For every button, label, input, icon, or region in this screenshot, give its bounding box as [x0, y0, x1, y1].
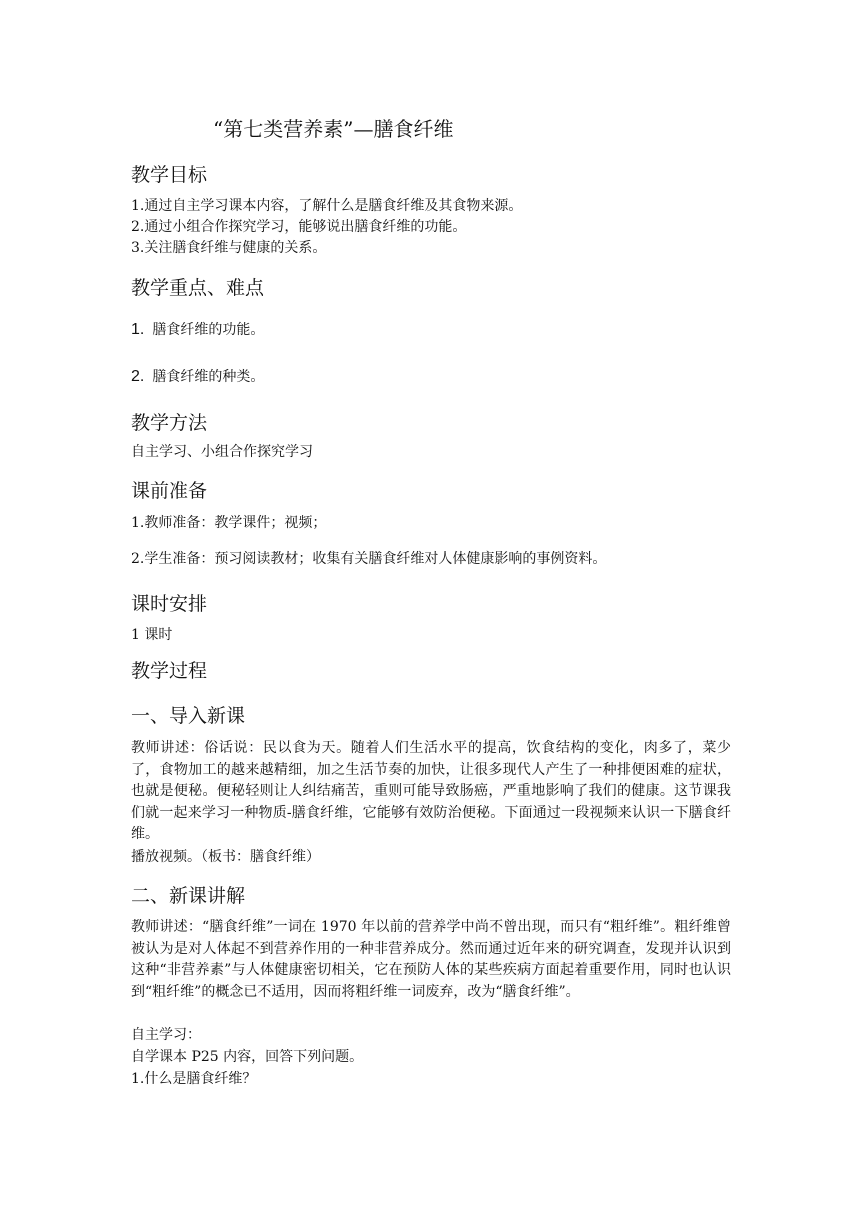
list-item	[131, 366, 731, 386]
list-text: 膳食纤维的功能。	[152, 322, 265, 338]
intro-paragraph: 教师讲述：俗话说：民以食为天。随着人们生活水平的提高，饮食结构的变化，肉多了，菜少了，食物加工的越来越精细，加之生活节奏的加快，让很多现代人产生了一种排便困难的症状，也就是便秘。便秘轻则让人纠结痛苦，重则可能导致肠癌，严重地影响了我们的健康。这节课我们就一起来学习一种物质-膳食纤维，它能够有效防治便秘。下面通过一段视频来认识一下膳食纤维。	[131, 740, 731, 843]
heading-lesson: 二、新课讲解	[131, 885, 246, 907]
lesson-line: 自学课本 P25 内容，回答下列问题。	[131, 1049, 364, 1065]
heading-schedule: 课时安排	[131, 593, 208, 615]
objectives-list	[131, 196, 731, 259]
list-number: 1.	[131, 321, 145, 338]
list-item: 2.通过小组合作探究学习，能够说出膳食纤维的功能。	[131, 219, 467, 235]
heading-methods: 教学方法	[131, 412, 208, 434]
list-item: 1.教师准备：教学课件；视频；	[131, 515, 327, 531]
list-item: 1.通过自主学习课本内容，了解什么是膳食纤维及其食物来源。	[131, 198, 523, 214]
lesson-line: 1.什么是膳食纤维？	[131, 1071, 257, 1087]
list-item: 3.关注膳食纤维与健康的关系。	[131, 240, 327, 256]
document-title: “第七类营养素”—膳食纤维	[213, 117, 454, 141]
list-item	[131, 319, 731, 339]
heading-objectives: 教学目标	[131, 164, 208, 186]
list-number: 2.	[131, 368, 145, 385]
lesson-paragraph: 教师讲述：“膳食纤维”一词在 1970 年以前的营养学中尚不曾出现，而只有“粗纤维”。粗纤维曾被认为是对人体起不到营养作用的一种非营养成分。然而通过近年来的研究调查，发现并认识到这种“非营养素”与人体健康密切相关，它在预防人体的某些疾病方面起着重要作用，同时也认识到“粗纤维”的概念已不适用，因而将粗纤维一词废弃，改为“膳食纤维”。	[131, 919, 731, 1000]
methods-text: 自主学习、小组合作探究学习	[131, 444, 313, 460]
lesson-line: 自主学习：	[131, 1027, 201, 1043]
schedule-text: 1 课时	[131, 627, 173, 643]
heading-intro: 一、导入新课	[131, 705, 246, 727]
heading-preparation: 课前准备	[131, 480, 208, 502]
intro-after: 播放视频。（板书：膳食纤维）	[131, 849, 320, 865]
heading-process: 教学过程	[131, 660, 208, 682]
list-text: 膳食纤维的种类。	[152, 369, 265, 385]
list-item: 2.学生准备：预习阅读教材；收集有关膳食纤维对人体健康影响的事例资料。	[131, 551, 607, 567]
heading-key-points: 教学重点、难点	[131, 277, 265, 299]
